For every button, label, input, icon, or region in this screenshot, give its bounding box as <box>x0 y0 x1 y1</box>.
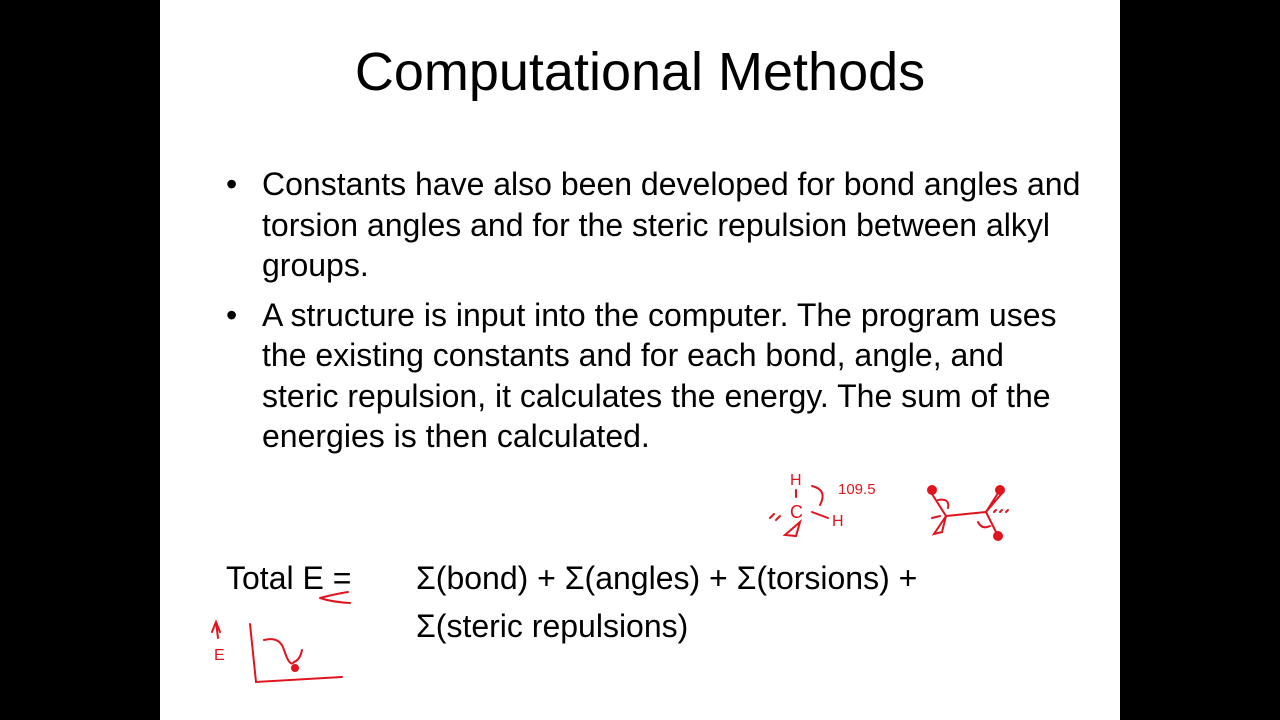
bullet-item <box>226 295 1086 457</box>
slide <box>160 0 1120 720</box>
svg-text:C: C <box>790 502 803 522</box>
bullet-text: A structure is input into the computer. The program uses the existing constants and for each bond, angle, and steric repulsion, it calculates the energy. The sum of the energies is then calculated. <box>262 296 1057 454</box>
equation-line-1: Σ(bond) + Σ(angles) + Σ(torsions) + <box>416 560 918 596</box>
slide-title: Computational Methods <box>354 42 926 102</box>
svg-text:109.5: 109.5 <box>838 481 876 498</box>
equation-line-2: Σ(steric repulsions) <box>416 608 689 644</box>
bullet-icon: • <box>226 296 238 333</box>
bullet-icon: • <box>226 166 238 202</box>
ethane-sketch-icon <box>928 486 1008 540</box>
bullet-list <box>226 164 1086 466</box>
bullet-item <box>226 164 1086 286</box>
tetrahedral-carbon-sketch-icon <box>770 472 876 536</box>
svg-text:H: H <box>790 472 802 489</box>
svg-text:H: H <box>832 513 844 530</box>
svg-text:E: E <box>214 647 225 664</box>
energy-curve-sketch-icon <box>212 622 342 682</box>
bullet-text: Constants have also been developed for bond angles and torsion angles and for the steric repulsion between alkyl groups. <box>262 166 1081 283</box>
equation-label: Total E = <box>226 560 352 596</box>
